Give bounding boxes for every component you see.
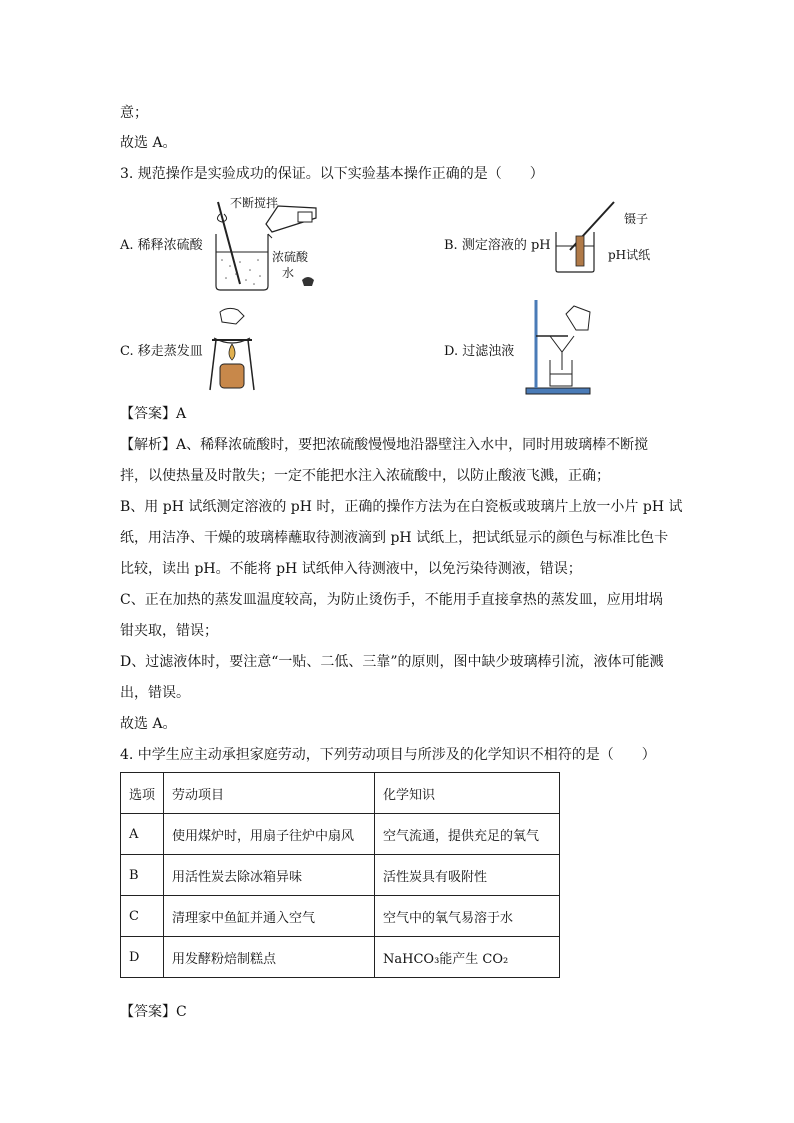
table-cell: 使用煤炉时，用扇子往炉中扇风 [164,814,375,855]
table-row [121,937,560,978]
evaporating-dish-figure [206,304,256,392]
acid-label: 浓硫酸 [272,250,309,264]
ph-paper-label: pH试纸 [608,248,651,262]
stir-label: 不断搅拌 [230,196,279,210]
analysis-6: C、正在加热的蒸发皿温度较高，为防止烫伤手，不能用手直接拿热的蒸发皿，应用坩埚 [120,592,663,608]
option-d-label: D. 过滤浊液 [444,344,515,359]
table-header-row [121,773,560,814]
table-cell: 空气中的氧气易溶于水 [375,896,560,937]
table-header: 劳动项目 [164,773,375,814]
table-cell: 活性炭具有吸附性 [375,855,560,896]
option-b-label: B. 测定溶液的 pH [444,238,551,253]
table-cell: NaHCO₃能产生 CO₂ [375,937,560,978]
table-row [121,814,560,855]
table-cell: C [121,896,164,937]
question-4: 4. 中学生应主动承担家庭劳动，下列劳动项目与所涉及的化学知识不相符的是（ ） [120,747,656,763]
table-cell: 用活性炭去除冰箱异味 [164,855,375,896]
water-label: 水 [282,266,295,280]
question-3: 3. 规范操作是实验成功的保证。以下实验基本操作正确的是（ ） [120,166,544,182]
table-header: 选项 [121,773,164,814]
text-l1: 意； [120,105,148,121]
table-cell: B [121,855,164,896]
answer-4: 【答案】C [120,1004,187,1020]
analysis-1: 【解析】A、稀释浓硫酸时，要把浓硫酸慢慢地沿器壁注入水中，同时用玻璃棒不断搅 [120,437,649,453]
analysis-4: 纸，用洁净、干燥的玻璃棒蘸取待测液滴到 pH 试纸上，把试纸显示的颜色与标准比色卡 [120,530,669,546]
analysis-3: B、用 pH 试纸测定溶液的 pH 时，正确的操作方法为在白瓷板或玻璃片上放一小片 pH 试 [120,499,683,515]
analysis-9: 出，错误。 [120,685,190,701]
option-a-label: A. 稀释浓硫酸 [120,238,203,253]
choose-line: 故选 A。 [120,716,177,732]
analysis-2: 拌，以使热量及时散失；一定不能把水注入浓硫酸中，以防止酸液飞溅，正确； [120,468,610,484]
tweezers-label: 镊子 [624,212,649,226]
option-c-label: C. 移走蒸发皿 [120,344,203,359]
text-l2: 故选 A。 [120,135,177,151]
answer-3: 【答案】A [120,406,187,422]
table-cell: D [121,937,164,978]
analysis-7: 钳夹取，错误； [120,623,218,639]
filtration-figure [522,296,610,396]
table-cell: 空气流通，提供充足的氧气 [375,814,560,855]
analysis-8: D、过滤液体时，要注意“一贴、二低、三靠”的原则，图中缺少玻璃棒引流，液体可能溅 [120,654,664,670]
table-header: 化学知识 [375,773,560,814]
table-cell: 用发酵粉焙制糕点 [164,937,375,978]
table-row [121,896,560,937]
question-4-table [120,772,560,978]
table-row [121,855,560,896]
analysis-5: 比较，读出 pH。不能将 pH 试纸伸入待测液中，以免污染待测液，错误； [120,561,582,577]
table-cell: A [121,814,164,855]
table-cell: 清理家中鱼缸并通入空气 [164,896,375,937]
